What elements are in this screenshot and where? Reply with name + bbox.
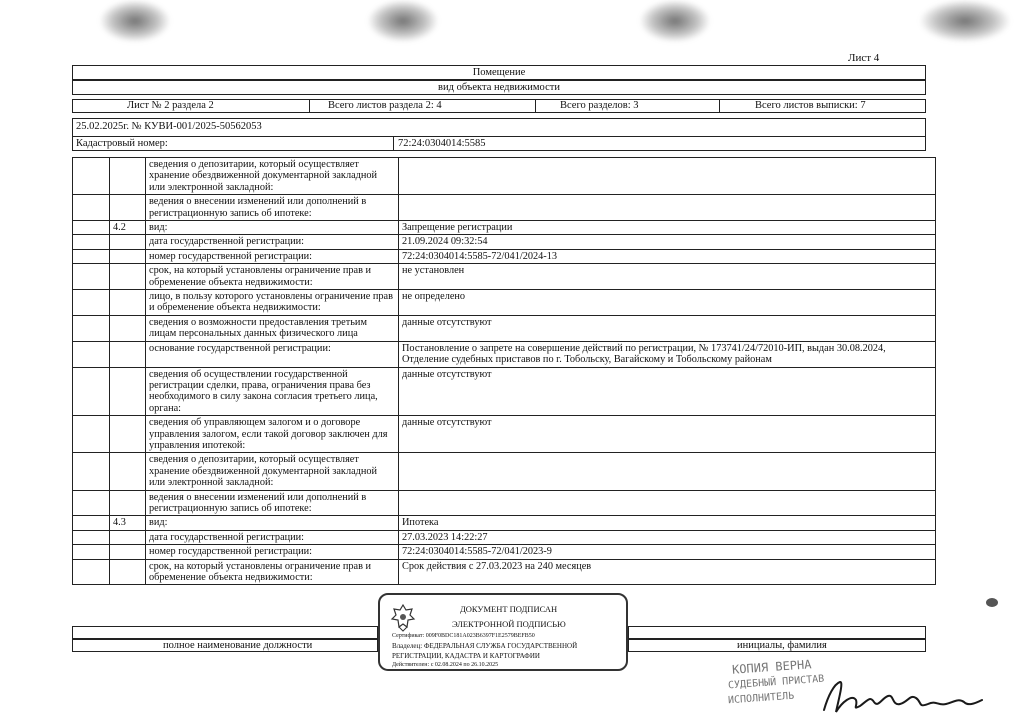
left-margin-cell [73, 195, 110, 221]
footer-position-cell [72, 639, 378, 652]
item-number [110, 545, 146, 559]
field-label: срок, на который установлены ограничение прав и обременение объекта недвижимости: [146, 264, 399, 290]
left-margin-cell [73, 416, 110, 453]
field-label: основание государственной регистрации: [146, 341, 399, 367]
electronic-signature-stamp [378, 593, 628, 671]
field-value: Постановление о запрете на совершение действий по регистрации, № 173741/24/72010-ИП, выдан 30.08.2024, Отделение судебных приставов по г. Тобольску, Вагайскому и Тобольскому районам [399, 341, 936, 367]
table-row [73, 158, 936, 195]
left-margin-cell [73, 530, 110, 544]
table-row [73, 516, 936, 530]
left-margin-cell [73, 221, 110, 235]
left-margin-cell [73, 341, 110, 367]
item-number: 4.2 [110, 221, 146, 235]
field-label: сведения о депозитарии, который осуществляет хранение обездвиженной документарной закладной или электронной закладной: [146, 158, 399, 195]
punch-hole-smudge [640, 0, 710, 42]
item-number [110, 559, 146, 585]
field-value [399, 453, 936, 490]
item-number [110, 530, 146, 544]
field-label: номер государственной регистрации: [146, 545, 399, 559]
field-label: сведения о возможности предоставления третьим лицам персональных данных физического лица [146, 315, 399, 341]
signature-owner-2: РЕГИСТРАЦИИ, КАДАСТРА И КАРТОГРАФИИ [392, 652, 540, 660]
cadastral-number: 72:24:0304014:5585 [398, 138, 486, 149]
table-row [73, 453, 936, 490]
left-margin-cell [73, 453, 110, 490]
item-number [110, 158, 146, 195]
footer-name-cell [628, 639, 926, 652]
table-row [73, 545, 936, 559]
object-type-subtitle: вид объекта недвижимости [72, 80, 926, 95]
coat-of-arms-icon [390, 603, 416, 633]
signature-validity: Действителен: с 02.08.2024 по 26.10.2025 [392, 662, 499, 668]
sheet-info-row [72, 99, 926, 113]
item-number [110, 367, 146, 416]
table-row [73, 490, 936, 516]
copy-stamp-line-3: ИСПОЛНИТЕЛЬ [727, 690, 795, 707]
sections-total: Всего разделов: 3 [560, 100, 639, 111]
left-margin-cell [73, 516, 110, 530]
table-row [73, 195, 936, 221]
field-label: дата государственной регистрации: [146, 235, 399, 249]
field-label: срок, на который установлены ограничение прав и обременение объекта недвижимости: [146, 559, 399, 585]
field-label: вид: [146, 221, 399, 235]
field-label: вид: [146, 516, 399, 530]
item-number [110, 341, 146, 367]
item-number [110, 453, 146, 490]
sheet-number: Лист 4 [848, 52, 880, 64]
table-row [73, 341, 936, 367]
item-number [110, 416, 146, 453]
ink-blot [986, 598, 998, 607]
table-row [73, 416, 936, 453]
sheet-info: Лист № 2 раздела 2 [127, 100, 214, 111]
punch-hole-smudge [100, 0, 170, 42]
field-value: Ипотека [399, 516, 936, 530]
left-margin-cell [73, 158, 110, 195]
table-row [73, 290, 936, 316]
item-number [110, 264, 146, 290]
field-label: дата государственной регистрации: [146, 530, 399, 544]
field-value: 72:24:0304014:5585-72/041/2023-9 [399, 545, 936, 559]
table-row [73, 367, 936, 416]
field-label: сведения об осуществлении государственной регистрации сделки, права, ограничения права без необходимого в силу закона согласия третьего лица, органа: [146, 367, 399, 416]
punch-hole-smudge [368, 0, 438, 42]
field-value [399, 158, 936, 195]
signature-subtitle: ЭЛЕКТРОННОЙ ПОДПИСЬЮ [452, 619, 566, 629]
field-value: Запрещение регистрации [399, 221, 936, 235]
field-value: не установлен [399, 264, 936, 290]
punch-hole-smudge [920, 0, 1010, 42]
item-number [110, 290, 146, 316]
table-row [73, 235, 936, 249]
copy-stamp-line-2: СУДЕБНЫЙ ПРИСТАВ [727, 673, 825, 692]
field-value: 72:24:0304014:5585-72/041/2024-13 [399, 249, 936, 263]
field-label: номер государственной регистрации: [146, 249, 399, 263]
record-line: 25.02.2025г. № КУВИ-001/2025-50562053 [72, 118, 926, 136]
field-value: данные отсутствуют [399, 367, 936, 416]
position-label: полное наименование должности [163, 640, 313, 651]
field-label: лицо, в пользу которого установлены ограничение прав и обременение объекта недвижимости: [146, 290, 399, 316]
field-value: не определено [399, 290, 936, 316]
item-number [110, 249, 146, 263]
signature-owner: Владелец: ФЕДЕРАЛЬНАЯ СЛУЖБА ГОСУДАРСТВЕННОЙ [392, 642, 578, 650]
handwritten-signature [818, 676, 988, 720]
field-value [399, 490, 936, 516]
field-value: данные отсутствуют [399, 416, 936, 453]
footer-name-box [628, 626, 926, 639]
left-margin-cell [73, 490, 110, 516]
cadastral-label: Кадастровый номер: [76, 138, 168, 149]
signature-title: ДОКУМЕНТ ПОДПИСАН [460, 604, 558, 614]
field-value: 27.03.2023 14:22:27 [399, 530, 936, 544]
table-row [73, 530, 936, 544]
table-row [73, 264, 936, 290]
copy-stamp-line-1: КОПИЯ ВЕРНА [731, 657, 812, 677]
left-margin-cell [73, 315, 110, 341]
cadastral-row [72, 136, 926, 151]
object-type-title: Помещение [72, 65, 926, 80]
item-number [110, 235, 146, 249]
item-number [110, 195, 146, 221]
table-row [73, 221, 936, 235]
sheets-in-section: Всего листов раздела 2: 4 [328, 100, 442, 111]
restrictions-table [72, 157, 936, 585]
field-value: 21.09.2024 09:32:54 [399, 235, 936, 249]
footer-position-box [72, 626, 378, 639]
field-value [399, 195, 936, 221]
left-margin-cell [73, 264, 110, 290]
left-margin-cell [73, 545, 110, 559]
field-label: сведения об управляющем залогом и о договоре управления залогом, если такой договор заключен для управления ипотекой: [146, 416, 399, 453]
left-margin-cell [73, 290, 110, 316]
left-margin-cell [73, 235, 110, 249]
table-row [73, 315, 936, 341]
field-value: Срок действия с 27.03.2023 на 240 месяцев [399, 559, 936, 585]
field-label: сведения о депозитарии, который осуществляет хранение обездвиженной документарной закладной или электронной закладной: [146, 453, 399, 490]
name-label: инициалы, фамилия [737, 640, 827, 651]
signature-certificate: Сертификат: 009F0BDC181A023B6397F1E2579BEFB50 [392, 633, 535, 639]
table-row [73, 559, 936, 585]
item-number: 4.3 [110, 516, 146, 530]
field-label: ведения о внесении изменений или дополнений в регистрационную запись об ипотеке: [146, 490, 399, 516]
left-margin-cell [73, 559, 110, 585]
left-margin-cell [73, 249, 110, 263]
left-margin-cell [73, 367, 110, 416]
field-value: данные отсутствуют [399, 315, 936, 341]
item-number [110, 490, 146, 516]
sheets-total: Всего листов выписки: 7 [755, 100, 866, 111]
table-row [73, 249, 936, 263]
item-number [110, 315, 146, 341]
field-label: ведения о внесении изменений или дополнений в регистрационную запись об ипотеке: [146, 195, 399, 221]
